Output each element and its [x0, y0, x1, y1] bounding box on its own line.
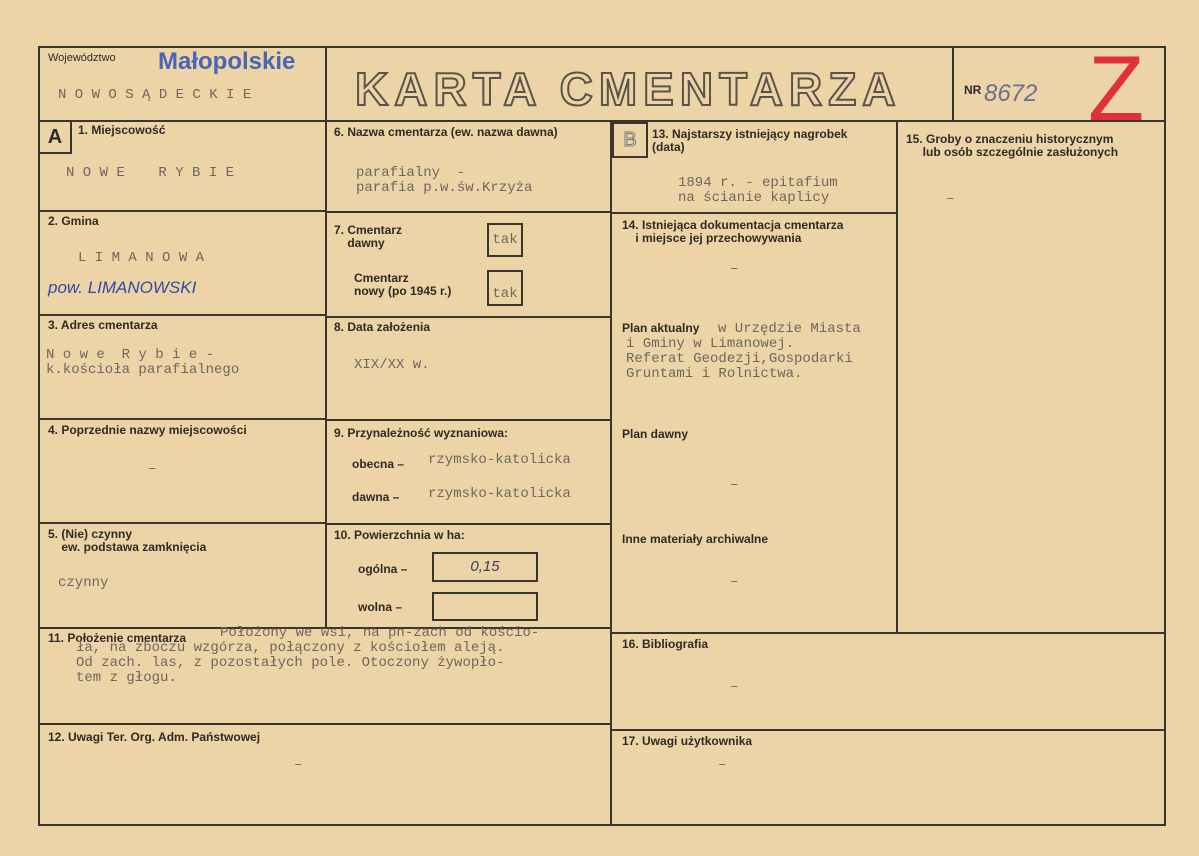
field-13-label: 13. Najstarszy istniejący nagrobek (data) — [652, 127, 848, 154]
field-11-label: 11. Położenie cmentarza — [48, 631, 187, 645]
field-15-value: – — [946, 191, 955, 207]
field-17-label: 17. Uwagi użytkownika — [622, 734, 753, 748]
field-11-value: Położony we wsi, na pn-zach od kościo- ła, na zboczu wzgórza, połączony z kościołem aleją. Od zach. las, z pozostałych pole. Otoczony żywopło- tem z głogu. — [76, 625, 540, 686]
divider — [610, 120, 612, 826]
plan-current-label: Plan aktualny — [622, 321, 700, 335]
field-13-value: 1894 r. - epitafium na ścianie kaplicy — [678, 175, 838, 206]
field-1-label: 1. Miejscowość — [78, 123, 166, 137]
field-2-value: L I M A N O W A — [78, 250, 205, 266]
field-16-value: – — [730, 679, 739, 695]
field-17-value: – — [718, 757, 727, 773]
field-7-new-label: Cmentarz nowy (po 1945 r.) — [354, 271, 452, 298]
divider — [610, 632, 1166, 634]
divider — [38, 314, 326, 316]
divider — [610, 729, 1166, 731]
field-10-label: 10. Powierzchnia w ha: — [334, 528, 465, 542]
field-10-free-label: wolna – — [358, 600, 403, 614]
border-right — [1164, 46, 1166, 826]
field-10-total-label: ogólna – — [358, 562, 408, 576]
field-14-label: 14. Istniejąca dokumentacja cmentarza i miejsce jej przechowywania — [622, 218, 844, 245]
old-voivodeship: N O W O S Ą D E C K I E — [58, 87, 252, 103]
border-bottom — [38, 824, 1166, 826]
field-12-value: – — [294, 757, 303, 773]
card-title: KARTA CMENTARZA — [355, 63, 902, 115]
field-9-former-label: dawna – — [352, 490, 400, 504]
header-divider — [38, 120, 1166, 122]
field-14-value: – — [730, 261, 739, 277]
field-10-free-value — [432, 592, 538, 621]
category-mark: Z — [1088, 38, 1145, 140]
field-12-label: 12. Uwagi Ter. Org. Adm. Państwowej — [48, 730, 261, 744]
field-8-label: 8. Data założenia — [334, 320, 431, 334]
divider — [38, 210, 326, 212]
field-9-label: 9. Przynależność wyznaniowa: — [334, 426, 509, 440]
field-7-old-value: tak — [487, 223, 523, 257]
plan-old-value: – — [730, 477, 739, 493]
field-9-current-label: obecna – — [352, 457, 405, 471]
field-8-value: XIX/XX w. — [354, 357, 430, 373]
divider — [325, 419, 611, 421]
field-4-label: 4. Poprzednie nazwy miejscowości — [48, 423, 247, 437]
nr-label: NR — [964, 83, 982, 97]
wojewodztwo-stamp: Małopolskie — [158, 48, 296, 75]
divider — [325, 211, 611, 213]
wojewodztwo-label: Województwo — [48, 52, 116, 64]
border-left — [38, 46, 40, 826]
field-9-current-value: rzymsko-katolicka — [428, 452, 571, 468]
field-4-value: – — [148, 461, 157, 477]
field-6-value: parafialny - parafia p.w.św.Krzyża — [356, 165, 533, 196]
divider — [38, 418, 326, 420]
plan-current-value: w Urzędzie Miasta i Gminy w Limanowej. Referat Geodezji,Gospodarki Gruntami i Rolnictwa. — [626, 321, 861, 382]
divider — [325, 523, 611, 525]
divider — [38, 723, 611, 725]
field-7-old-label: 7. Cmentarz dawny — [334, 223, 403, 250]
field-10-total-value: 0,15 — [432, 552, 538, 582]
section-b-marker: B — [612, 122, 648, 158]
field-16-label: 16. Bibliografia — [622, 637, 709, 651]
field-5-value: czynny — [58, 575, 109, 591]
field-7-new-value: tak — [487, 270, 523, 306]
field-6-label: 6. Nazwa cmentarza (ew. nazwa dawna) — [334, 125, 558, 139]
divider — [325, 316, 611, 318]
field-3-value: N o w e R y b i e - k.kościoła parafialnego — [46, 347, 240, 378]
field-5-label: 5. (Nie) czynny ew. podstawa zamknięcia — [48, 527, 207, 554]
field-15-label: 15. Groby o znaczeniu historycznym lub osób szczególnie zasłużonych — [906, 132, 1119, 159]
field-3-label: 3. Adres cmentarza — [48, 318, 158, 332]
plan-old-label: Plan dawny — [622, 427, 689, 441]
field-1-value: N O W E R Y B I E — [66, 165, 235, 181]
archive-value: – — [730, 574, 739, 590]
divider — [896, 120, 898, 632]
field-2-handwritten: pow. LIMANOWSKI — [48, 278, 197, 297]
divider — [325, 46, 327, 628]
divider — [610, 212, 897, 214]
archive-label: Inne materiały archiwalne — [622, 532, 769, 546]
nr-value: 8672 — [984, 80, 1038, 107]
field-9-former-value: rzymsko-katolicka — [428, 486, 571, 502]
divider — [38, 522, 326, 524]
section-a-marker: A — [38, 120, 72, 154]
divider — [952, 46, 954, 120]
field-2-label: 2. Gmina — [48, 214, 99, 228]
